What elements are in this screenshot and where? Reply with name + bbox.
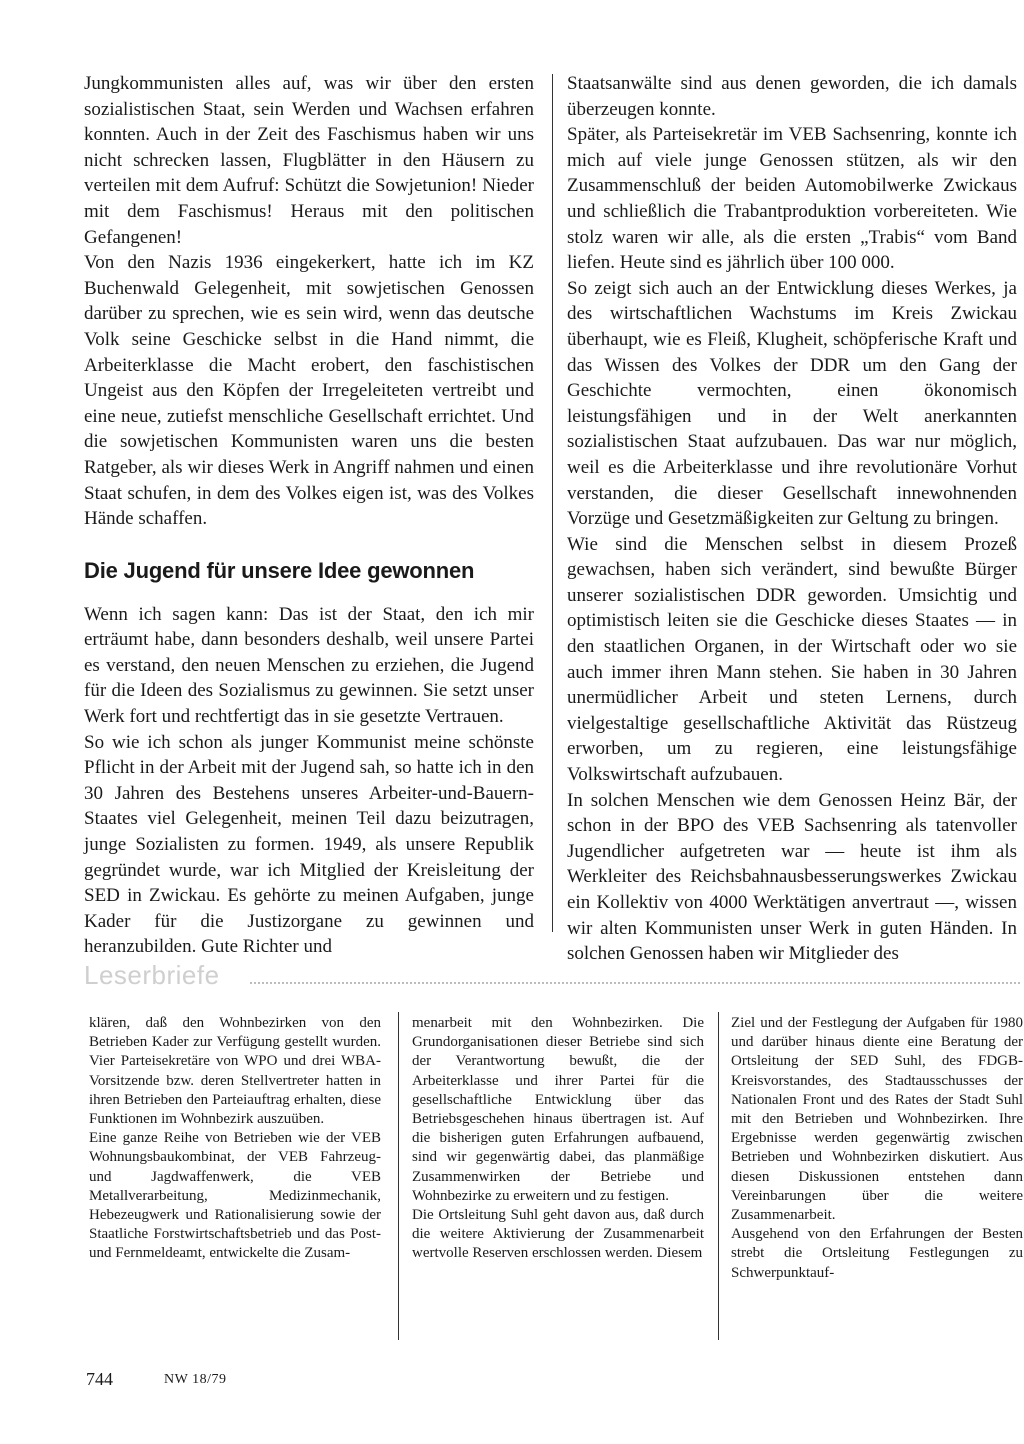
letters-section-title: Leserbriefe	[84, 960, 220, 990]
article-paragraph: Wenn ich sagen kann: Das ist der Staat, den ich mir erträumt habe, dann besonders deshalb, weil unsere Partei es verstand, den neuen Menschen zu erziehen, die Jugend für die Ideen des Sozialismus zu gewinnen. Sie setzt unser Werk fort und rechtfertigt das in sie gesetzte Vertrauen.	[84, 603, 534, 728]
issue-label: NW 18/79	[164, 1372, 227, 1387]
letter-paragraph: Eine ganze Reihe von Betrieben wie der VEB Wohnungsbaukombinat, der VEB Fahrzeug- und Jagdwaffenwerk, die VEB Metallverarbeitung, Medizinmechanik, Hebezeugwerk und Rationalisierung sowie der Staatliche Forstwirtschaftsbetrieb und das Post- und Fernmeldeamt, entwickelte die Zusam-	[89, 1130, 381, 1262]
letter-paragraph: klären, daß den Wohnbezirken von den Betrieben Kader zur Verfügung gestellt wurden. Vier Parteisekretäre von WPO und drei WBA-Vorsitzende bzw. deren Stellvertreter hatten in ihren Betrieben den Parteiauftrag erhalten, diese Funktionen im Wohnbezirk auszuüben.	[89, 1015, 381, 1128]
column-divider	[398, 1012, 399, 1340]
article-paragraph: So zeigt sich auch an der Entwicklung dieses Werkes, ja des wirtschaftlichen Wachstums im Kreis Zwickau überhaupt, wie es Fleiß, Klugheit, schöpferische Kraft und das Wissen des Volkes der DDR um den Gang der Geschichte vermochten, einen ökonomisch leistungsfähigen und in der Welt anerkannten sozialistischen Staat aufzubauen. Das war nur möglich, weil es die Arbeiterklasse und ihre revolutionäre Vorhut verstanden, die dieser Gesellschaft innewohnenden Vorzüge und Gesetzmäßigkeiten zur Geltung zu bringen.	[567, 277, 1017, 530]
article-paragraph: Staatsanwälte sind aus denen geworden, die ich damals überzeugen konnte.	[567, 73, 1017, 120]
article-column-2	[567, 71, 1017, 967]
article-paragraph: Von den Nazis 1936 eingekerkert, hatte ich im KZ Buchenwald Gelegenheit, mit sowjetischen Genossen darüber zu sprechen, wie es sein wird, wenn das deutsche Volk seine Geschicke selbst in die Hand nimmt, die Arbeiterklasse die Macht erobert, den faschistischen Ungeist aus den Köpfen der Irregeleiteten vertreibt und eine neue, zutiefst menschliche Gesellschaft errichtet. Und die sowjetischen Kommunisten waren uns die besten Ratgeber, als wir dieses Werk in Angriff nahmen und einen Staat schufen, in dem des Volkes eigen ist, was des Volkes Hände schaffen.	[84, 252, 534, 530]
letter-paragraph: Ausgehend von den Erfahrungen der Besten strebt die Ortsleitung Festlegungen zu Schwerpunktauf-	[731, 1226, 1023, 1281]
section-heading: Die Jugend für unsere Idee gewonnen	[84, 557, 475, 583]
article-paragraph: Jungkommunisten alles auf, was wir über den ersten sozialistischen Staat, sein Werden und Wachsen erfahren konnten. Auch in der Zeit des Faschismus haben wir uns nicht schrecken lassen, Flugblätter in den Häusern zu verteilen mit dem Aufruf: Schützt die Sowjetunion! Nieder mit dem Faschismus! Heraus mit den politischen Gefangenen!	[84, 73, 534, 248]
column-divider	[552, 74, 553, 932]
letters-column-3	[731, 1014, 1023, 1283]
article-column-1	[84, 71, 534, 960]
article-paragraph: Wie sind die Menschen selbst in diesem Prozeß gewachsen, haben sich verändert, sind bewußte Bürger unserer sozialistischen DDR geworden. Umsichtig und optimistisch leiten sie die Geschicke dieses Staates — in den staatlichen Organen, in der Wirtschaft oder wo sie auch immer ihren Mann stehen. Sie haben in 30 Jahren unermüdlicher Arbeit und steten Lernens, durch vielgestaltige gesellschaftliche Aktivität das Rüstzeug erworben, um zu regieren, eine leistungsfähige Volkswirtschaft aufzubauen.	[567, 533, 1017, 786]
letters-column-2	[412, 1014, 704, 1264]
article-paragraph: In solchen Menschen wie dem Genossen Heinz Bär, der schon in der BPO des VEB Sachsenring als tatenvoller Jugendlicher aufgetreten war — heute ist ihm als Werkleiter des Reichsbahnausbesserungswerkes Zwickau ein Kollektiv von 4000 Werktätigen anvertraut —, wissen wir alten Kommunisten unser Werk in guten Händen. In solchen Genossen haben wir Mitglieder des	[567, 789, 1017, 965]
banner-rule	[250, 982, 1020, 987]
column-divider	[718, 1012, 719, 1340]
letters-column-1	[89, 1014, 381, 1264]
letter-paragraph: Ziel und der Festlegung der Aufgaben für 1980 und darüber hinaus diente eine Beratung der Ortsleitung der SED Suhl, des FDGB-Kreisvorstandes, des Stadtausschusses der Nationalen Front und des Rates der Stadt Suhl mit den Betrieben und Wohnbezirken. Ihre Ergebnisse werden gegenwärtig zwischen Betrieben und Wohnbezirken diskutiert. Aus diesen Diskussionen entstehen dann Vereinbarungen über die weitere Zusammenarbeit.	[731, 1015, 1023, 1224]
article-paragraph: Später, als Parteisekretär im VEB Sachsenring, konnte ich mich auf viele junge Genossen stützen, als wir den Zusammenschluß der beiden Automobilwerke Zwickaus und schließlich die Trabantproduktion vorbereiteten. Wie stolz waren wir alle, als die ersten „Trabis“ vom Band liefen. Heute sind es jährlich über 100 000.	[567, 124, 1017, 274]
article-paragraph: So wie ich schon als junger Kommunist meine schönste Pflicht in der Arbeit mit der Jugend sah, so hatte ich in den 30 Jahren des Bestehens unseres Arbeiter-und-Bauern-Staates viel Gelegenheit, meinen Teil dazu beizutragen, junge Sozialisten zu formen. 1949, als unsere Republik gegründet wurde, war ich Mitglied der Kreisleitung der SED in Zwickau. Es gehörte zu meinen Aufgaben, junge Kader für die Justizorgane zu gewinnen und heranzubilden. Gute Richter und	[84, 731, 534, 958]
letters-section-banner	[84, 960, 1020, 994]
letter-paragraph: Die Ortsleitung Suhl geht davon aus, daß durch die weitere Aktivierung der Zusammenarbeit wertvolle Reserven erschlossen werden. Diesem	[412, 1207, 704, 1262]
letter-paragraph: menarbeit mit den Wohnbezirken. Die Grundorganisationen dieser Betriebe sind sich der Verantwortung bewußt, die der Arbeiterklasse und ihrer Partei für die gesellschaftliche Entwicklung über das Betriebsgeschehen hinaus übertragen ist. Auf die bisherigen guten Erfahrungen aufbauend, sind wir gegenwärtig dabei, das planmäßige Zusammenwirken der Betriebe und Wohnbezirke zu erweitern und zu festigen.	[412, 1015, 704, 1204]
page-number: 744	[86, 1369, 113, 1389]
